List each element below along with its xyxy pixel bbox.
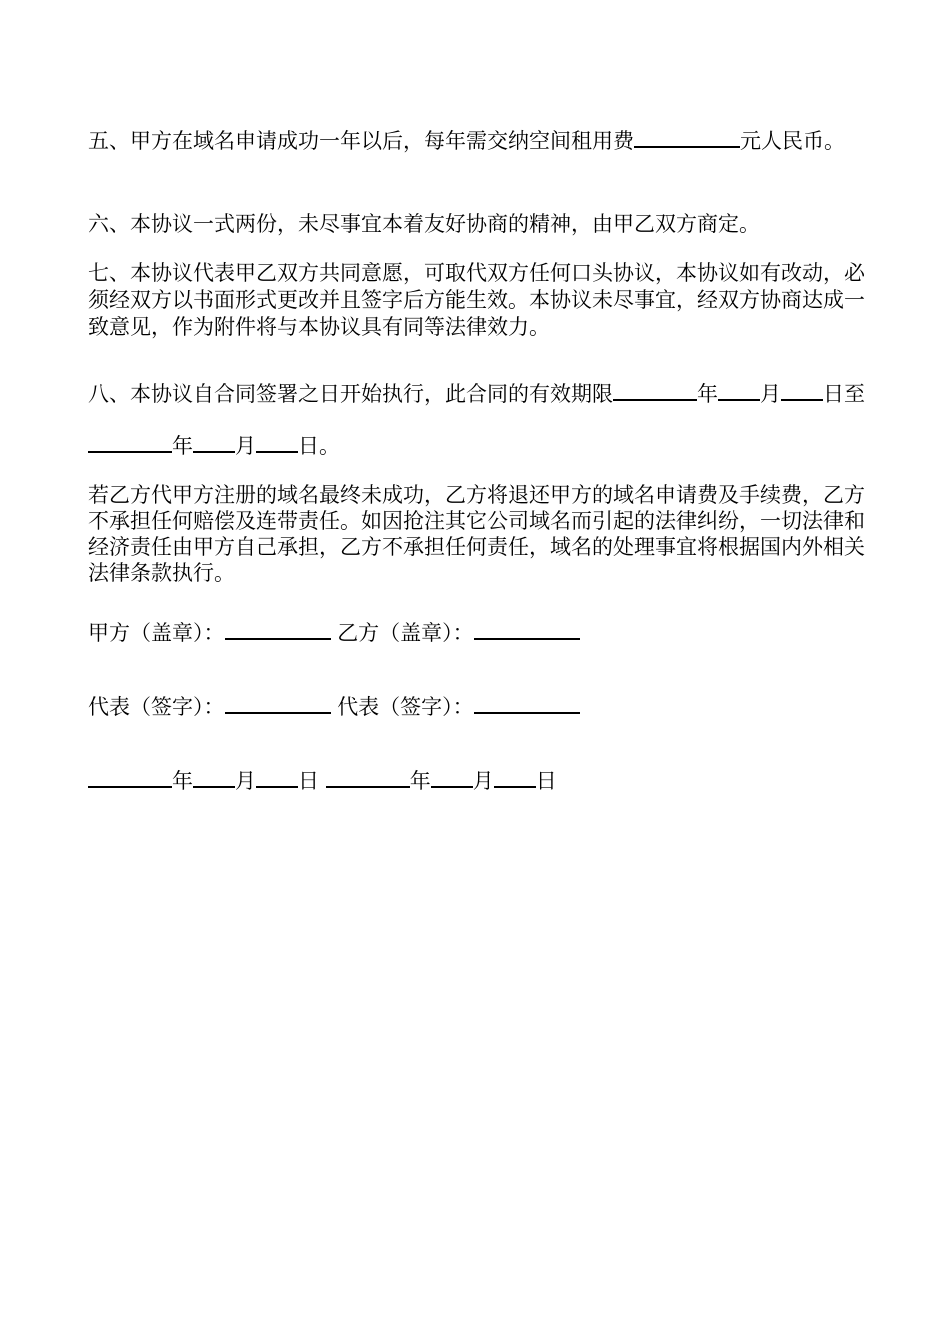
fee-blank bbox=[634, 128, 740, 148]
clause-5-text-b: 元人民币。 bbox=[740, 129, 845, 153]
date-b-day-blank bbox=[494, 768, 536, 788]
clause-8-day2-label: 日。 bbox=[298, 434, 340, 458]
rep-b-label: 代表（签字）： bbox=[337, 695, 474, 719]
date-a-year-label: 年 bbox=[172, 769, 193, 793]
clause-8 bbox=[88, 368, 868, 472]
clause-7: 七、本协议代表甲乙双方共同意愿，可取代双方任何口头协议，本协议如有改动，必须经双方以书面形式更改并且签字后方能生效。本协议未尽事宜，经双方协商达成一致意见，作为附件将与本协议具有同等法律效力。 bbox=[88, 261, 865, 339]
date-a-day-blank bbox=[256, 768, 298, 788]
party-b-seal-label: 乙方（盖章）： bbox=[337, 621, 474, 645]
date-a-month-label: 月 bbox=[235, 769, 256, 793]
clause-8-year-label: 年 bbox=[697, 382, 718, 406]
clause-8-month-label: 月 bbox=[760, 382, 781, 406]
clause-8-month2-label: 月 bbox=[235, 434, 256, 458]
clause-5 bbox=[88, 121, 868, 161]
start-month-blank bbox=[718, 381, 760, 401]
clause-8-day-label: 日至 bbox=[823, 382, 865, 406]
seal-line bbox=[88, 618, 580, 648]
clause-5-text-a: 五、甲方在域名申请成功一年以后，每年需交纳空间租用费 bbox=[88, 129, 634, 153]
party-a-seal-blank bbox=[225, 620, 331, 640]
end-day-blank bbox=[256, 433, 298, 453]
date-a-day-label: 日 bbox=[298, 769, 319, 793]
party-a-seal-label: 甲方（盖章）： bbox=[88, 621, 225, 645]
date-b-month-label: 月 bbox=[472, 769, 494, 793]
date-b-year-blank bbox=[326, 768, 410, 788]
party-b-seal-blank bbox=[474, 620, 580, 640]
registration-note: 若乙方代甲方注册的域名最终未成功，乙方将退还甲方的域名申请费及手续费，乙方不承担任何赔偿及连带责任。如因抢注其它公司域名而引起的法律纠纷，一切法律和经济责任由甲方自己承担，乙方不承担任何责任，域名的处理事宜将根据国内外相关法律条款执行。 bbox=[88, 483, 865, 585]
end-month-blank bbox=[193, 433, 235, 453]
rep-a-label: 代表（签字）： bbox=[88, 695, 225, 719]
date-b-day-label: 日 bbox=[535, 769, 557, 793]
clause-8-year2-label: 年 bbox=[172, 434, 193, 458]
signing-date-line bbox=[88, 766, 557, 796]
start-day-blank bbox=[781, 381, 823, 401]
date-b-year-label: 年 bbox=[409, 769, 431, 793]
date-a-year-blank bbox=[88, 768, 172, 788]
clause-6: 六、本协议一式两份，未尽事宜本着友好协商的精神，由甲乙双方商定。 bbox=[88, 212, 760, 236]
date-a-month-blank bbox=[193, 768, 235, 788]
rep-b-blank bbox=[474, 694, 580, 714]
clause-8-text-a: 八、本协议自合同签署之日开始执行，此合同的有效期限 bbox=[88, 382, 613, 406]
end-year-blank bbox=[88, 433, 172, 453]
representative-line bbox=[88, 692, 580, 722]
rep-a-blank bbox=[225, 694, 331, 714]
start-year-blank bbox=[613, 381, 697, 401]
date-b-month-blank bbox=[431, 768, 473, 788]
